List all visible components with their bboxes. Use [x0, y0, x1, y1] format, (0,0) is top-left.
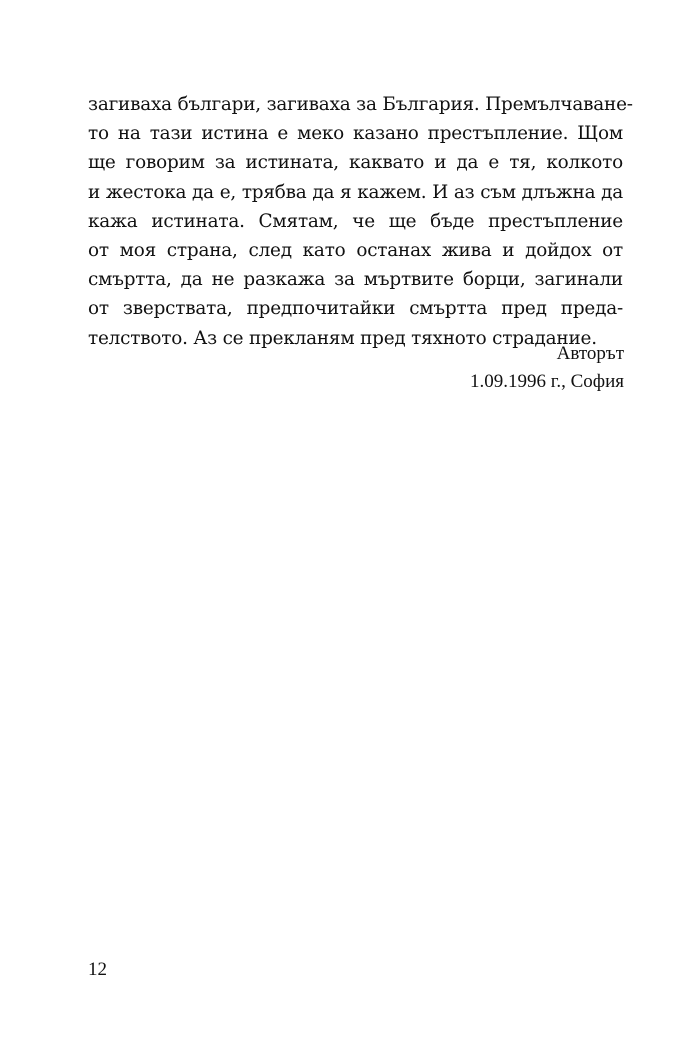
text-line: смъртта, да не разкажа за мъртвите борци, загинали	[88, 269, 623, 291]
text-line: и жестока да е, трябва да я кажем. И аз съм длъжна да	[88, 181, 623, 203]
author-name: Авторът	[556, 343, 624, 364]
text-line: от зверствата, предпочитайки смъртта пред преда-	[88, 298, 623, 320]
page-number: 12	[88, 959, 107, 980]
text-line: загиваха българи, загиваха за България. Премълчаване-	[88, 94, 633, 115]
signature-date-place: 1.09.1996 г., София	[469, 371, 624, 392]
author-signature	[470, 340, 624, 396]
text-line: телството. Аз се прекланям пред тяхното страдание.	[88, 327, 597, 349]
body-text	[88, 90, 633, 353]
text-line: ще говорим за истината, каквато и да е тя, колкото	[88, 152, 623, 174]
text-line: от моя страна, след като останах жива и дойдох от	[88, 239, 623, 261]
text-line: то на тази истина е меко казано престъпление. Щом	[88, 123, 623, 145]
text-line: кажа истината. Смятам, че ще бъде престъпление	[88, 210, 623, 232]
